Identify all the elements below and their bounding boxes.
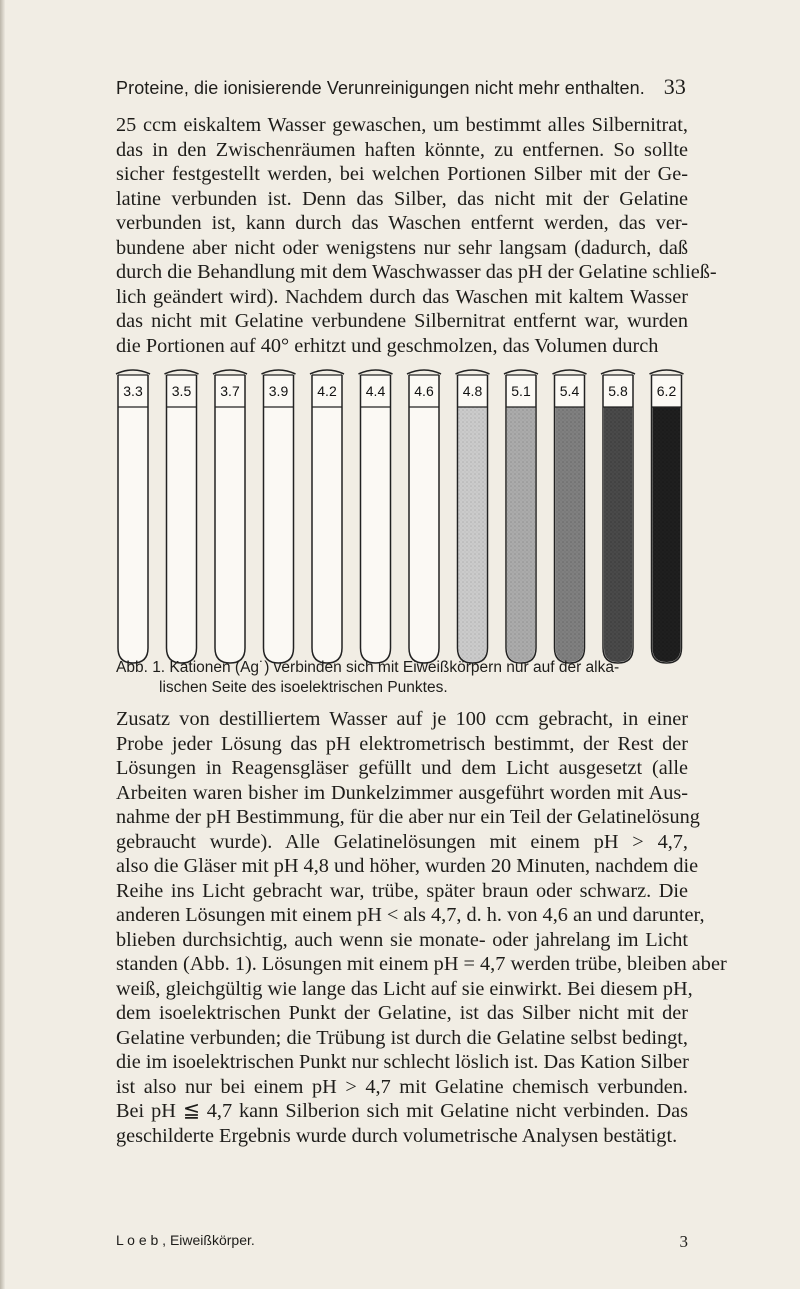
text-line: bundene aber nicht oder wenigstens nur sehr langsam (dadurch, daß	[116, 236, 688, 259]
test-tube	[456, 370, 490, 663]
tube-label: 3.7	[220, 383, 240, 399]
text-line: geschilderte Ergebnis wurde durch volumetrische Analysen bestätigt.	[116, 1124, 678, 1147]
text-line: Lösungen in Reagensgläser gefüllt und dem Licht ausgesetzt (alle	[116, 757, 688, 779]
text-line: das in den Zwischenräumen haften könnte, zu entfernen. So sollte	[116, 138, 688, 161]
text-line: weiß, gleichgültig wie lange das Licht auf sie einwirkt. Bei diesem pH,	[116, 977, 693, 1000]
test-tube	[504, 370, 538, 663]
test-tube	[359, 370, 393, 663]
test-tube-figure	[110, 365, 700, 675]
text-line: gebraucht wurde). Alle Gelatinelösungen mit einem pH > 4,7,	[116, 830, 688, 853]
text-line: Arbeiten waren bisher im Dunkelzimmer ausgeführt worden mit Aus-	[116, 781, 688, 804]
test-tube	[165, 370, 199, 663]
caption-line: Abb. 1. Kationen (Ag˙) verbinden sich mit Eiweißkörpern nur auf der alka-	[116, 659, 620, 676]
tube-label: 4.6	[414, 383, 434, 399]
text-line: Zusatz von destilliertem Wasser auf je 100 ccm gebracht, in einer	[116, 708, 688, 730]
page-footer	[116, 1232, 688, 1252]
test-tube	[650, 370, 684, 663]
body-text-bottom	[116, 707, 727, 1148]
test-tube	[407, 370, 441, 663]
test-tube	[213, 370, 247, 663]
page-edge	[0, 0, 5, 1289]
text-line: Reihe ins Licht gebracht war, trübe, später braun oder schwarz. Die	[116, 879, 688, 902]
text-line: dem isoelektrischen Punkt der Gelatine, ist das Silber nicht mit der	[116, 1002, 688, 1024]
text-line: nahme der pH Bestimmung, für die aber nur ein Teil der Gelatinelösung	[116, 806, 700, 828]
tube-label: 5.4	[559, 383, 580, 399]
text-line: Probe jeder Lösung das pH elektrometrisch bestimmt, der Rest der	[116, 732, 688, 755]
figure-caption	[116, 658, 690, 698]
text-line: Gelatine verbunden; die Trübung ist durch die Gelatine selbst bedingt,	[116, 1026, 688, 1049]
body-text-top	[116, 113, 717, 358]
text-line: die Portionen auf 40° erhitzt und geschmolzen, das Volumen durch	[116, 334, 659, 357]
text-line: blieben durchsichtig, auch wenn sie monate- oder jahrelang im Licht	[116, 928, 688, 951]
text-line: standen (Abb. 1). Lösungen mit einem pH = 4,7 werden trübe, bleiben aber	[116, 953, 727, 975]
text-line: latine verbunden ist. Denn das Silber, das nicht mit der Gelatine	[116, 187, 688, 210]
text-line: also die Gläser mit pH 4,8 und höher, wurden 20 Minuten, nachdem die	[116, 855, 699, 877]
text-line: Bei pH ≦ 4,7 kann Silberion sich mit Gelatine nicht verbinden. Das	[116, 1100, 688, 1122]
text-line: verbunden ist, kann durch das Waschen entfernt werden, das ver-	[116, 212, 688, 234]
test-tube	[601, 370, 635, 663]
text-line: 25 ccm eiskaltem Wasser gewaschen, um bestimmt alles Silbernitrat,	[116, 114, 688, 136]
text-line: die im isoelektrischen Punkt nur schlecht löslich ist. Das Kation Silber	[116, 1051, 689, 1073]
page-number: 33	[663, 74, 686, 99]
test-tube	[262, 370, 296, 663]
tube-label: 3.5	[171, 383, 192, 399]
text-line: das nicht mit Gelatine verbundene Silbernitrat entfernt war, wurden	[116, 310, 688, 332]
test-tube	[553, 370, 587, 663]
running-title: Proteine, die ionisierende Verunreinigungen nicht mehr enthalten.	[116, 78, 645, 98]
running-header	[116, 74, 686, 100]
tube-label: 3.9	[268, 383, 289, 399]
tube-label: 4.2	[317, 383, 337, 399]
tube-label: 4.8	[462, 383, 483, 399]
test-tube	[310, 370, 344, 663]
text-line: sicher festgestellt werden, bei welchen Portionen Silber mit der Ge-	[116, 163, 688, 185]
tube-label: 3.3	[123, 383, 143, 399]
tube-label: 6.2	[656, 383, 677, 399]
text-line: durch die Behandlung mit dem Waschwasser das pH der Gelatine schließ-	[116, 261, 717, 283]
caption-line: lischen Seite des isoelektrischen Punktes.	[159, 679, 448, 696]
text-line: anderen Lösungen mit einem pH < als 4,7, d. h. von 4,6 an und darunter,	[116, 904, 705, 926]
signature-mark: 3	[679, 1232, 688, 1251]
footer-author: L o e b , Eiweißkörper.	[116, 1232, 255, 1248]
text-line: ist also nur bei einem pH > 4,7 mit Gelatine chemisch verbunden.	[116, 1075, 688, 1098]
tube-label: 4.4	[365, 383, 386, 399]
text-line: lich geändert wird). Nachdem durch das Waschen mit kaltem Wasser	[116, 285, 688, 308]
tube-label: 5.1	[511, 383, 531, 399]
test-tube	[116, 370, 150, 663]
tube-label: 5.8	[608, 383, 628, 399]
